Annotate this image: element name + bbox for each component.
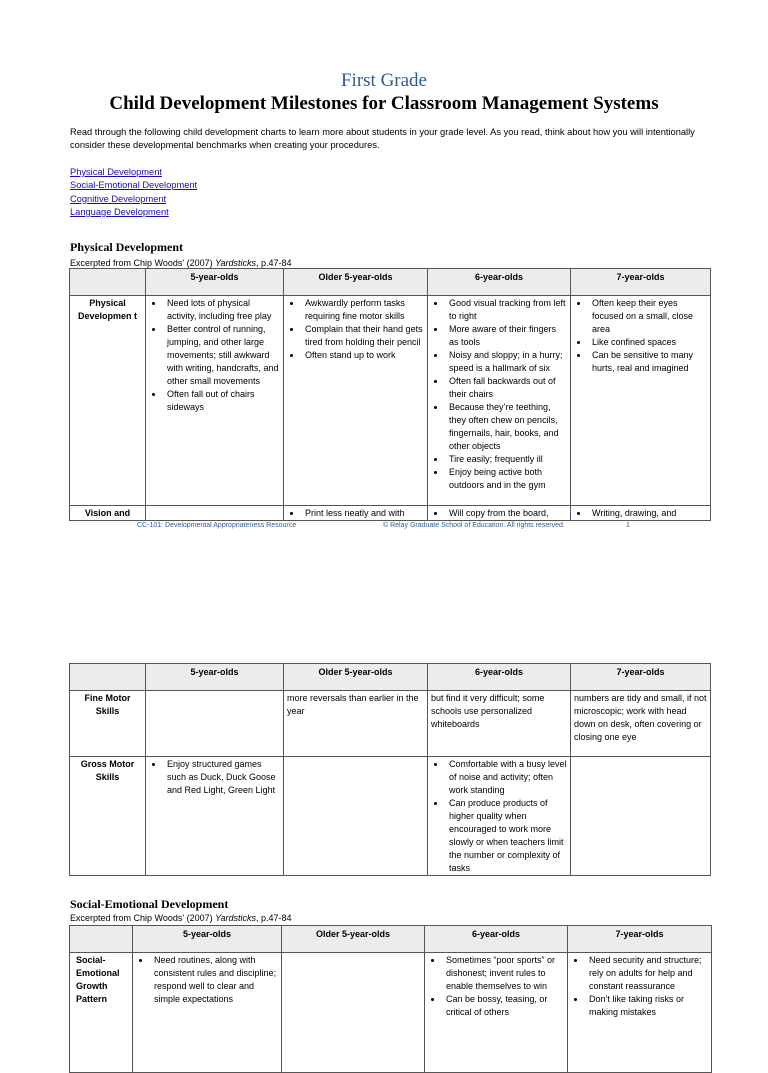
- bullet-list: [431, 297, 567, 492]
- header-age: 6-year-olds: [428, 664, 571, 691]
- header-age: 6-year-olds: [425, 926, 568, 953]
- excerpt-prefix: Excerpted from Chip Woods' (2007): [70, 258, 216, 268]
- link-social-emotional-development[interactable]: Social-Emotional Development: [70, 180, 198, 191]
- physical-table: [69, 268, 711, 521]
- list-item: • Awkwardly perform tasks requiring fine motor skills: [302, 297, 424, 323]
- physical-heading: Physical Development: [70, 240, 183, 254]
- intro-paragraph: Read through the following child development charts to learn more about students in your grade level. As you read, think about how you will intentionally consider these developmental benchmarks when creating your procedures.: [70, 127, 695, 150]
- header-blank: [70, 664, 146, 691]
- cell-5: [133, 953, 282, 1073]
- cell-5: [146, 296, 284, 506]
- grade-title: First Grade: [340, 70, 427, 91]
- header-blank: [70, 926, 133, 953]
- list-item: • Complain that their hand gets tired from holding their pencil: [302, 323, 424, 349]
- link-physical-development[interactable]: Physical Development: [70, 167, 162, 177]
- excerpt-suffix: , p.47-84: [255, 913, 292, 923]
- bullet-list: [287, 507, 424, 520]
- header-age: 5-year-olds: [133, 926, 282, 953]
- footer-page-number: 1: [626, 522, 630, 529]
- bullet-list: [136, 954, 278, 1006]
- cell-7: numbers are tidy and small, if not microscopic; work with head down on desk, often covering or closing one eye: [571, 691, 711, 757]
- cell-older-5: more reversals than earlier in the year: [284, 691, 428, 757]
- list-item: • Comfortable with a busy level of noise and activity; often work standing: [446, 758, 567, 797]
- header-age: 7-year-olds: [571, 664, 711, 691]
- cell-older-5: [284, 296, 428, 506]
- row-label: Physical Developmen t: [70, 296, 146, 506]
- header-age: 5-year-olds: [146, 664, 284, 691]
- header-blank: [70, 269, 146, 296]
- list-item: • Often fall out of chairs sideways: [164, 388, 280, 414]
- list-item: • Sometimes “poor sports” or dishonest; invent rules to enable themselves to win: [443, 954, 564, 993]
- list-item: • Will copy from the board,: [446, 507, 567, 520]
- header-age: 7-year-olds: [571, 269, 711, 296]
- list-item: • Tire easily; frequently ill: [446, 453, 567, 466]
- cell-6: [428, 296, 571, 506]
- cell-5: [146, 506, 284, 521]
- list-item: • More aware of their fingers as tools: [446, 323, 567, 349]
- list-item: • Often keep their eyes focused on a small, close area: [589, 297, 707, 336]
- bullet-list: [149, 758, 280, 797]
- bullet-list: [431, 507, 567, 520]
- list-item: • Print less neatly and with: [302, 507, 424, 520]
- cell-6: [425, 953, 568, 1073]
- table-row: [70, 691, 711, 757]
- bullet-list: [571, 954, 708, 1019]
- list-item: • Better control of running, jumping, and other large movements; still awkward with writing, handcrafts, and other small movements: [164, 323, 280, 388]
- header-age: 6-year-olds: [428, 269, 571, 296]
- cell-7: [568, 953, 712, 1073]
- cell-6: but find it very difficult; some schools use personalized whiteboards: [428, 691, 571, 757]
- cell-older-5: [282, 953, 425, 1073]
- header-age: 7-year-olds: [568, 926, 712, 953]
- cell-7: [571, 296, 711, 506]
- cell-5: [146, 691, 284, 757]
- bullet-list: [149, 297, 280, 414]
- footer-course: CC-101: Developmental Appropriateness Resource: [137, 522, 297, 529]
- social-excerpt: [70, 913, 292, 923]
- link-cognitive-development[interactable]: Cognitive Development: [70, 193, 167, 204]
- table-header-row: [70, 664, 711, 691]
- cell-older-5: [284, 757, 428, 876]
- table-row: [70, 506, 711, 521]
- excerpt-book: Yardsticks: [215, 913, 256, 923]
- social-table: [69, 925, 712, 1073]
- row-label: Fine Motor Skills: [70, 691, 146, 757]
- list-item: • Because they’re teething, they often chew on pencils, fingernails, hair, books, and other objects: [446, 401, 567, 453]
- header-age: 5-year-olds: [146, 269, 284, 296]
- excerpt-book: Yardsticks: [215, 258, 256, 268]
- table-row: [70, 953, 712, 1073]
- row-label: Gross Motor Skills: [70, 757, 146, 876]
- bullet-list: [287, 297, 424, 362]
- cell-7: [571, 506, 711, 521]
- list-item: • Enjoy structured games such as Duck, Duck Goose and Red Light, Green Light: [164, 758, 280, 797]
- header-age: Older 5-year-olds: [282, 926, 425, 953]
- link-language-development[interactable]: Language Development: [70, 206, 169, 217]
- list-item: • Don’t like taking risks or making mistakes: [586, 993, 708, 1019]
- list-item: • Often fall backwards out of their chairs: [446, 375, 567, 401]
- page-title: Child Development Milestones for Classroom Management Systems: [109, 93, 659, 114]
- list-item: • Need routines, along with consistent rules and discipline; respond well to clear and simple expectations: [151, 954, 278, 1006]
- section-links: [70, 166, 197, 219]
- list-item: • Can be bossy, teasing, or critical of others: [443, 993, 564, 1019]
- header-age: Older 5-year-olds: [284, 664, 428, 691]
- list-item: • Often stand up to work: [302, 349, 424, 362]
- cell-5: [146, 757, 284, 876]
- cell-6: [428, 757, 571, 876]
- table-header-row: [70, 926, 712, 953]
- excerpt-suffix: , p.47-84: [255, 258, 292, 268]
- list-item: • Enjoy being active both outdoors and in the gym: [446, 466, 567, 492]
- excerpt-prefix: Excerpted from Chip Woods' (2007): [70, 913, 216, 923]
- list-item: • Need lots of physical activity, including free play: [164, 297, 280, 323]
- cell-6: [428, 506, 571, 521]
- bullet-list: [574, 507, 707, 520]
- table-row: [70, 296, 711, 506]
- physical-excerpt: [70, 258, 292, 268]
- bullet-list: [574, 297, 707, 375]
- cell-older-5: [284, 506, 428, 521]
- list-item: • Good visual tracking from left to right: [446, 297, 567, 323]
- list-item: • Like confined spaces: [589, 336, 707, 349]
- list-item: • Noisy and sloppy; in a hurry; speed is a hallmark of six: [446, 349, 567, 375]
- header-age: Older 5-year-olds: [284, 269, 428, 296]
- physical-table-continued: [69, 663, 711, 876]
- row-label: Vision and: [70, 506, 146, 521]
- social-heading: Social-Emotional Development: [70, 897, 229, 911]
- list-item: • Writing, drawing, and: [589, 507, 707, 520]
- bullet-list: [428, 954, 564, 1019]
- list-item: • Need security and structure; rely on adults for help and constant reassurance: [586, 954, 708, 993]
- list-item: • Can be sensitive to many hurts, real and imagined: [589, 349, 707, 375]
- footer-copyright: © Relay Graduate School of Education. All rights reserved.: [383, 522, 565, 529]
- bullet-list: [431, 758, 567, 875]
- row-label: Social-Emotional Growth Pattern: [70, 953, 133, 1073]
- cell-7: [571, 757, 711, 876]
- list-item: • Can produce products of higher quality when encouraged to work more slowly or when teachers limit the number or complexity of tasks: [446, 797, 567, 875]
- table-row: [70, 757, 711, 876]
- table-header-row: [70, 269, 711, 296]
